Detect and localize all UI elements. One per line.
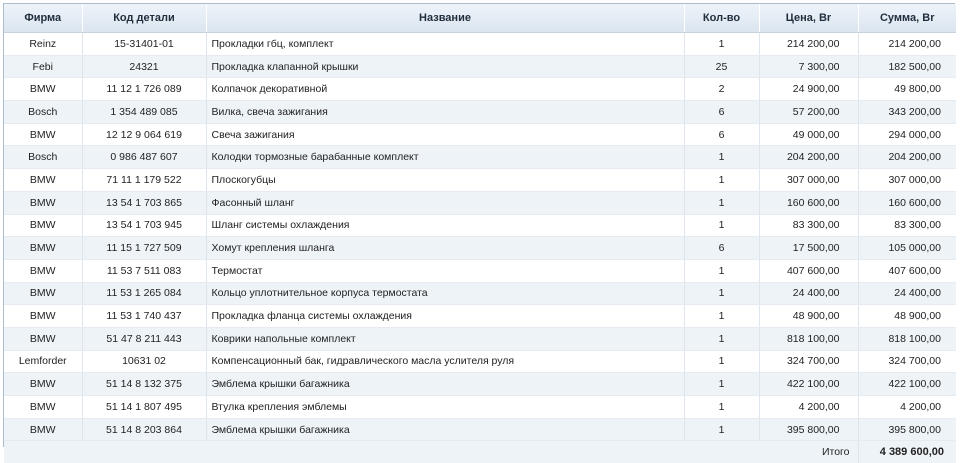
cell-sum: 818 100,00 (858, 327, 956, 350)
table-row (4, 282, 956, 305)
cell-code: 13 54 1 703 865 (82, 191, 206, 214)
cell-qty: 1 (684, 396, 759, 419)
cell-price: 422 100,00 (759, 373, 858, 396)
table-row (4, 237, 956, 260)
cell-sum: 105 000,00 (858, 237, 956, 260)
cell-price: 395 800,00 (759, 418, 858, 441)
column-header-code[interactable]: Код детали (82, 4, 206, 33)
cell-name: Вилка, свеча зажигания (206, 101, 684, 124)
table-row (4, 146, 956, 169)
cell-name: Эмблема крышки багажника (206, 418, 684, 441)
cell-name: Колодки тормозные барабанные комплект (206, 146, 684, 169)
cell-qty: 1 (684, 327, 759, 350)
cell-name: Компенсационный бак, гидравлического масла услителя руля (206, 350, 684, 373)
cell-qty: 1 (684, 259, 759, 282)
cell-firm: BMW (4, 327, 82, 350)
table-row (4, 78, 956, 101)
cell-code: 0 986 487 607 (82, 146, 206, 169)
cell-sum: 324 700,00 (858, 350, 956, 373)
cell-code: 11 53 1 740 437 (82, 305, 206, 328)
cell-name: Прокладка клапанной крышки (206, 55, 684, 78)
cell-firm: Bosch (4, 101, 82, 124)
cell-price: 49 000,00 (759, 123, 858, 146)
cell-name: Кольцо уплотнительное корпуса термостата (206, 282, 684, 305)
cell-firm: Lemforder (4, 350, 82, 373)
total-value: 4 389 600,00 (858, 441, 956, 463)
cell-firm: BMW (4, 396, 82, 419)
column-header-name[interactable]: Название (206, 4, 684, 33)
cell-qty: 2 (684, 78, 759, 101)
cell-firm: BMW (4, 282, 82, 305)
cell-sum: 182 500,00 (858, 55, 956, 78)
cell-qty: 1 (684, 214, 759, 237)
cell-code: 1 354 489 085 (82, 101, 206, 124)
column-header-sum[interactable]: Сумма, Br (858, 4, 956, 33)
cell-qty: 1 (684, 418, 759, 441)
cell-qty: 1 (684, 305, 759, 328)
cell-code: 12 12 9 064 619 (82, 123, 206, 146)
cell-name: Втулка крепления эмблемы (206, 396, 684, 419)
cell-code: 51 14 8 203 864 (82, 418, 206, 441)
table-row (4, 259, 956, 282)
cell-firm: BMW (4, 418, 82, 441)
cell-firm: Febi (4, 55, 82, 78)
cell-sum: 294 000,00 (858, 123, 956, 146)
cell-code: 71 11 1 179 522 (82, 169, 206, 192)
cell-firm: BMW (4, 237, 82, 260)
cell-code: 10631 02 (82, 350, 206, 373)
column-header-firm[interactable]: Фирма (4, 4, 82, 33)
cell-code: 51 14 8 132 375 (82, 373, 206, 396)
cell-sum: 4 200,00 (858, 396, 956, 419)
cell-name: Прокладки гбц, комплект (206, 33, 684, 56)
cell-price: 160 600,00 (759, 191, 858, 214)
table-row (4, 214, 956, 237)
cell-qty: 1 (684, 33, 759, 56)
cell-firm: BMW (4, 191, 82, 214)
cell-code: 11 15 1 727 509 (82, 237, 206, 260)
parts-table-container (3, 3, 955, 447)
table-row (4, 327, 956, 350)
cell-sum: 343 200,00 (858, 101, 956, 124)
table-row (4, 101, 956, 124)
cell-firm: BMW (4, 373, 82, 396)
cell-price: 407 600,00 (759, 259, 858, 282)
parts-table (4, 4, 956, 463)
cell-price: 24 400,00 (759, 282, 858, 305)
cell-price: 7 300,00 (759, 55, 858, 78)
cell-name: Фасонный шланг (206, 191, 684, 214)
cell-sum: 407 600,00 (858, 259, 956, 282)
cell-sum: 395 800,00 (858, 418, 956, 441)
cell-code: 11 12 1 726 089 (82, 78, 206, 101)
cell-qty: 6 (684, 237, 759, 260)
cell-price: 24 900,00 (759, 78, 858, 101)
total-label: Итого (4, 441, 858, 463)
cell-price: 818 100,00 (759, 327, 858, 350)
cell-qty: 1 (684, 146, 759, 169)
cell-sum: 204 200,00 (858, 146, 956, 169)
cell-sum: 83 300,00 (858, 214, 956, 237)
table-row (4, 373, 956, 396)
cell-price: 57 200,00 (759, 101, 858, 124)
cell-firm: Reinz (4, 33, 82, 56)
cell-firm: BMW (4, 78, 82, 101)
cell-qty: 1 (684, 191, 759, 214)
cell-sum: 307 000,00 (858, 169, 956, 192)
cell-qty: 1 (684, 373, 759, 396)
cell-firm: BMW (4, 123, 82, 146)
table-row (4, 169, 956, 192)
cell-code: 11 53 1 265 084 (82, 282, 206, 305)
cell-sum: 24 400,00 (858, 282, 956, 305)
cell-price: 83 300,00 (759, 214, 858, 237)
table-body (4, 33, 956, 463)
cell-price: 17 500,00 (759, 237, 858, 260)
cell-code: 15-31401-01 (82, 33, 206, 56)
cell-name: Плоскогубцы (206, 169, 684, 192)
cell-price: 4 200,00 (759, 396, 858, 419)
cell-code: 51 14 1 807 495 (82, 396, 206, 419)
cell-firm: Bosch (4, 146, 82, 169)
cell-name: Прокладка фланца системы охлаждения (206, 305, 684, 328)
cell-price: 324 700,00 (759, 350, 858, 373)
cell-code: 11 53 7 511 083 (82, 259, 206, 282)
cell-name: Шланг системы охлаждения (206, 214, 684, 237)
cell-firm: BMW (4, 259, 82, 282)
cell-qty: 6 (684, 101, 759, 124)
cell-sum: 48 900,00 (858, 305, 956, 328)
cell-name: Термостат (206, 259, 684, 282)
table-row (4, 55, 956, 78)
cell-price: 204 200,00 (759, 146, 858, 169)
cell-name: Колпачок декоративной (206, 78, 684, 101)
cell-qty: 1 (684, 169, 759, 192)
table-row (4, 418, 956, 441)
cell-code: 13 54 1 703 945 (82, 214, 206, 237)
table-row (4, 350, 956, 373)
cell-code: 24321 (82, 55, 206, 78)
cell-code: 51 47 8 211 443 (82, 327, 206, 350)
cell-qty: 1 (684, 350, 759, 373)
cell-price: 214 200,00 (759, 33, 858, 56)
cell-firm: BMW (4, 305, 82, 328)
cell-price: 48 900,00 (759, 305, 858, 328)
table-row (4, 191, 956, 214)
cell-name: Свеча зажигания (206, 123, 684, 146)
cell-firm: BMW (4, 169, 82, 192)
table-row (4, 123, 956, 146)
cell-firm: BMW (4, 214, 82, 237)
cell-qty: 6 (684, 123, 759, 146)
cell-sum: 49 800,00 (858, 78, 956, 101)
table-row (4, 305, 956, 328)
cell-name: Хомут крепления шланга (206, 237, 684, 260)
table-row (4, 33, 956, 56)
cell-qty: 1 (684, 282, 759, 305)
table-row (4, 396, 956, 419)
cell-name: Коврики напольные комплект (206, 327, 684, 350)
cell-name: Эмблема крышки багажника (206, 373, 684, 396)
column-header-price[interactable]: Цена, Br (759, 4, 858, 33)
cell-qty: 25 (684, 55, 759, 78)
total-row (4, 441, 956, 463)
table-header-row (4, 4, 956, 33)
cell-price: 307 000,00 (759, 169, 858, 192)
cell-sum: 160 600,00 (858, 191, 956, 214)
cell-sum: 422 100,00 (858, 373, 956, 396)
column-header-qty[interactable]: Кол-во (684, 4, 759, 33)
cell-sum: 214 200,00 (858, 33, 956, 56)
